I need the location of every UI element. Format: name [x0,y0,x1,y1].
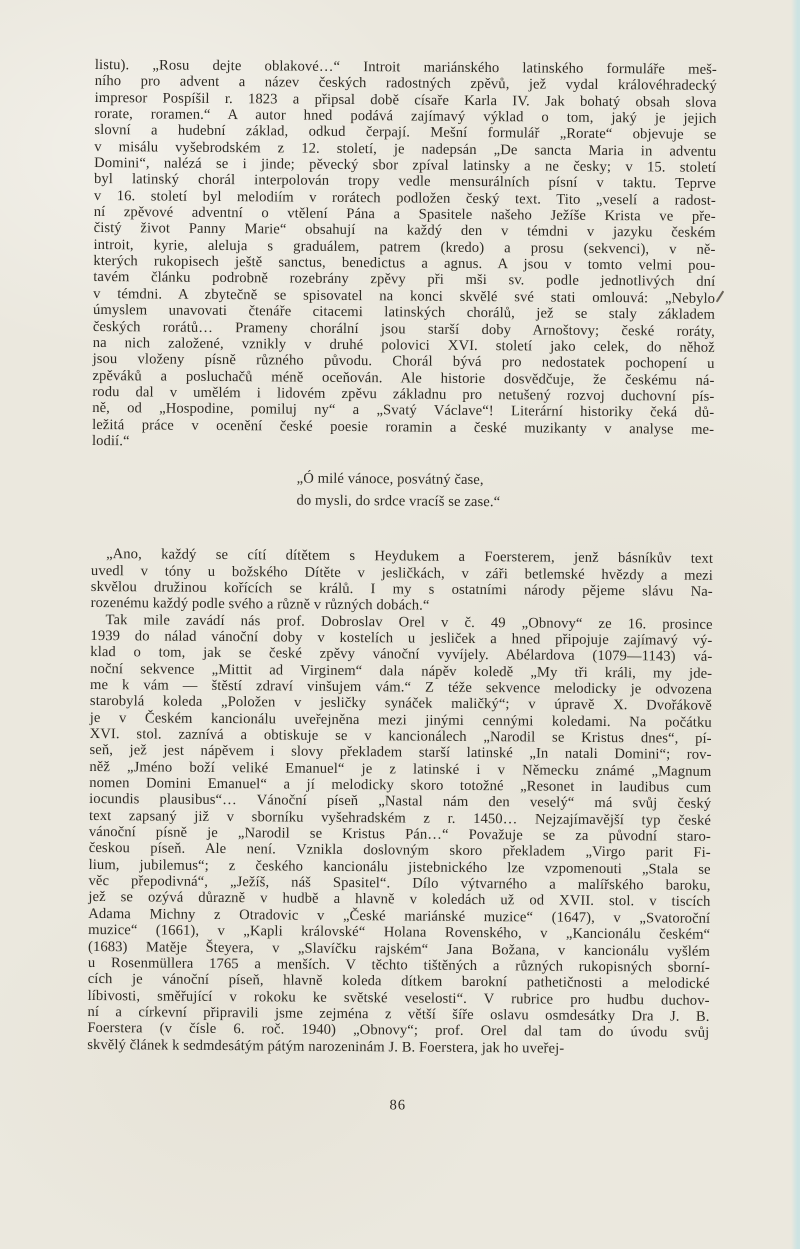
text-line: Foerstera (v čísle 6. roč. 1940) „Obnovy“; prof. Orel dal tam do úvodu svůj [87,1020,710,1042]
text-line: rorate, roramen.“ A autor hned podává zajímavý výklad o tom, jaký je jejich [94,106,717,127]
text-line: českou píseň. Ale není. Vznikla doslovným skoro překladem „Virgo parit Fi- [88,840,711,862]
paragraph-orel [87,612,712,1058]
text-line: byl latinský chorál interpolován tropy vedle mensurálních písní v taktu. Teprve [93,171,717,193]
text-line: ležitá práce v ocenění české poesie roramin a české muzikanty v analyse me- [92,416,715,438]
paragraph-ano [91,546,713,616]
text-line: starobylá koleda „Položen v jesličky synáček maličký“; v úpravě X. Dvořákově [89,693,712,715]
text-line: Domini“, nalézá se i jinde; pěvecký sbor zpíval latinsky a ne česky; v 15. století [94,155,717,176]
text-line: je v Českém kancionálu uveřejněna mezi jinými cennými koledami. Na počátku [89,709,712,731]
text-line: klad o tom, jak se české zpěvy vánoční vyvíjely. Abélardova (1079—1143) vá- [90,644,713,666]
scan-artifact-speck [716,290,725,302]
text-line: skvělou družinou kořících se králů. I my s ostatními národy pějeme slávu Na- [90,578,713,600]
text-line: (1683) Matěje Šteyera, v „Slavíčku rajském“ Jana Božana, v kancionálu vyšlém [87,938,711,960]
text-line: lodií.“ [91,432,130,450]
text-line: XVI. stol. zaznívá a obtiskuje se v kancionálech „Narodil se Kristus dnes“, pí- [89,726,712,747]
text-line: skvělý článek k sedmdesátým pátým narozeninám J. B. Foerstera, jak ho uveřej- [87,1036,565,1057]
text-line: rozenému každý podle svého a různě v různých dobách.“ [90,595,430,614]
text-line: v misálu vyšebrodském z 12. století, je nadepsán „De sancta Maria in adventu [94,138,717,160]
text-line: cích je vánoční píseň, hlavně koleda dítkem barokní pathetičnosti a melodické [87,971,710,993]
text-line: „Ano, každý se cítí dítětem s Heydukem a Foersterem, jenž básníkův text [106,546,714,568]
text-line: rodu dal v umělém i lidovém zpěvu základnu pro netušený rozvoj duchovní pís- [92,383,715,405]
text-line: čistý život Panny Marie“ obsahují na každý den v témdni v jazyku českém [93,220,716,242]
page-number: 86 [389,1097,407,1114]
text-line: uvedl v tóny u božského Dítěte v jesličkách, v záři betlemské hvězdy a mezi [90,562,714,584]
text-line: Adama Michny z Otradovic v „České mariánské muzice“ (1647), v „Svatoroční [88,905,711,927]
text-line: jsou vloženy písně různého původu. Chorál bývá pro nedostatek pochopení u [92,351,715,373]
text-line: v témdni. A zbytečně se spisovatel na konci skvělé své stati omlouvá: „Nebylo [93,285,716,307]
text-line: ně, od „Hospodine, pomiluj ny“ a „Svatý Václave“! Literární historiky čeká dů- [92,400,715,422]
text-line: me k vám — štěstí zdraví vinšujem vám.“ Z téže sekvence melodicky je odvozena [90,676,713,698]
text-line: vánoční písně je „Narodil se Kristus Pán…“ Považuje se za původní staro- [88,824,711,845]
text-block [87,57,717,1116]
text-line: introit, kyrie, aleluja s graduálem, patrem (kredo) a prosu (sekvenci), v ně- [93,236,716,258]
text-line: u Rosenmüllera 1765 a menších. V těchto tištěných a různých rukopisných sborní- [87,954,710,976]
text-line: kterých rukopisech ještě sanctus, benedictus a agnus. A jsou v tomto velmi pou- [93,253,716,275]
text-line: muzice“ (1661), v „Kapli královské“ Holana Rovenského, v „Kancionálu českém“ [88,922,711,944]
text-line: úmyslem unavovati čtenáře citacemi latinských chorálů, jež se staly základem [92,302,716,324]
text-line: ního pro advent a název českých radostných zpěvů, jež vydal královéhradecký [94,73,717,95]
text-line: lium, jubilemus“; z českého kancionálu jistebnického lze vzpomenouti „Stala se [88,856,711,878]
text-line: zpěváků a posluchačů méně oceňován. Ale historie dosvědčuje, že českému ná- [92,367,715,389]
text-line: tavém článku podrobně rozebrány zpěvy při mši sv. podle jednotlivých dní [93,269,716,291]
text-line: nomen Domini Emanuel“ a jí melodicky skoro totožné „Resonet in laudibus cum [89,775,712,796]
text-line: věc přepodivná“, „Ježíš, náš Spasitel“. Dílo výtvarného a malířského baroku, [88,873,711,894]
text-line: iocundis plausibus“… Vánoční píseň „Nastal nám den veselý“ má svůj český [89,791,712,813]
text-line: líbivosti, směřující v rokoku ke světské veselosti“. V rubrice pro hudbu duchov- [87,987,710,1009]
text-line: seň, jež jest nápěvem i slovy překladem starší latinské „In natali Domini“; rov- [89,742,712,764]
text-line: českých rorátů… Prameny chorální jsou starší doby Arnoštovy; české roráty, [92,318,715,340]
text-line: noční sekvence „Mittit ad Virginem“ dala nápěv koledě „My tři králi, my jde- [90,660,713,682]
text-line: v 16. století byl melodiím v rorátech podložen český text. Tito „veselí a radost- [93,187,716,209]
text-line: Tak mile zavádí nás prof. Dobroslav Orel v č. 49 „Obnovy“ ze 16. prosince [105,611,713,633]
text-line: ní zpěvové adventní o vtělení Pána a Spasitele našeho Ježíše Krista ve pře- [93,204,716,225]
text-line: „Ó milé vánoce, posvátný čase, [296,470,484,489]
text-line: ní a církevní připravili jsme zejména z větší šíře oslavu osmdesátky Dra J. B. [87,1003,710,1025]
text-line: impresor Pospíšil r. 1823 a připsal době císaře Karla IV. Jak bohatý obsah slova [94,89,717,111]
paragraph-rorate [92,57,717,454]
text-line: listu). „Rosu dejte oblakové…“ Introit mariánského latinského formuláře meš- [94,57,717,78]
text-line: 1939 do nálad vánoční doby v kostelích u jesliček a hned připojuje zajímavý vý- [90,627,713,649]
text-line: text zapsaný již v sborníku vyšehradském z r. 1450… Nejzajímavější typ české [88,807,712,829]
text-line: do mysli, do srdce vracíš se zase.“ [296,492,501,511]
verse-quote [296,468,713,515]
text-line: slovní a hudební základ, odkud čerpají. Mešní formulář „Rorate“ objevuje se [94,122,717,144]
text-line: na nich založené, vznikly v druhé polovici XVI. století jako celek, do něhož [92,334,715,356]
text-line: jež se ozývá důrazně v hudbě a hlavně v koledách už od XVII. stol. v tiscích [88,889,711,911]
scan-edge-tint [791,0,800,1249]
text-line: něž „Jméno boží veliké Emanuel“ je z latinské i v Německu známé „Magnum [89,758,712,780]
